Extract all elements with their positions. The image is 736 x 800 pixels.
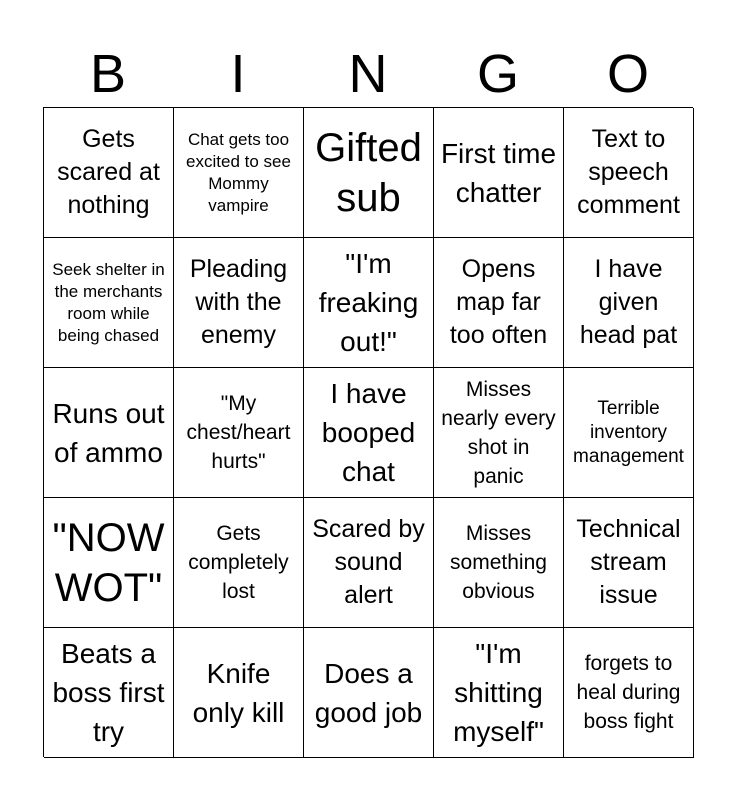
cell-text: Gifted sub [315, 125, 422, 220]
bingo-cell[interactable] [304, 628, 434, 758]
cell-text: Knife only kill [192, 657, 285, 728]
bingo-cell[interactable] [304, 108, 434, 238]
bingo-cell[interactable] [434, 498, 564, 628]
cell-text: "I'm shitting myself" [453, 638, 544, 747]
cell-text: Misses something obvious [450, 522, 547, 603]
bingo-cell[interactable] [304, 368, 434, 498]
cell-text: Technical stream issue [576, 515, 681, 609]
bingo-cell[interactable] [304, 238, 434, 368]
bingo-cell[interactable] [434, 628, 564, 758]
header-letter-g: G [476, 44, 519, 104]
cell-text: Text to speech comment [577, 125, 680, 219]
bingo-cell[interactable] [304, 498, 434, 628]
cell-text: Seek shelter in the merchants room while being chased [52, 259, 165, 345]
header-letter-b: B [89, 44, 127, 104]
bingo-cell[interactable] [564, 368, 694, 498]
bingo-cell[interactable] [434, 108, 564, 238]
header-letter-o: O [606, 44, 649, 104]
cell-text: Terrible inventory management [573, 397, 684, 467]
header-letter-n: N [348, 44, 388, 104]
bingo-cell[interactable] [564, 108, 694, 238]
bingo-cell[interactable] [434, 238, 564, 368]
bingo-board [43, 107, 693, 757]
cell-text: "My chest/heart hurts" [186, 392, 291, 473]
bingo-cell[interactable] [174, 498, 304, 628]
bingo-cell[interactable] [44, 238, 174, 368]
cell-text: Opens map far too often [449, 255, 548, 349]
bingo-cell[interactable] [174, 628, 304, 758]
cell-text: "I'm freaking out!" [318, 248, 419, 357]
cell-text: forgets to heal during boss fight [576, 652, 681, 733]
bingo-cell[interactable] [434, 368, 564, 498]
cell-text: I have booped chat [321, 378, 416, 487]
cell-text: Runs out of ammo [52, 397, 165, 468]
bingo-cell[interactable] [174, 108, 304, 238]
bingo-cell[interactable] [564, 628, 694, 758]
bingo-cell[interactable] [44, 108, 174, 238]
cell-text: Scared by sound alert [312, 515, 425, 609]
cell-text: "NOW WOT" [52, 515, 165, 610]
cell-text: Beats a boss first try [52, 638, 165, 747]
bingo-header [43, 40, 693, 108]
bingo-cell[interactable] [174, 238, 304, 368]
cell-text: First time chatter [440, 137, 557, 208]
bingo-cell[interactable] [564, 238, 694, 368]
cell-text: Gets scared at nothing [57, 125, 160, 219]
cell-text: Misses nearly every shot in panic [441, 377, 556, 488]
cell-text: Pleading with the enemy [189, 255, 288, 349]
cell-text: Does a good job [314, 657, 423, 728]
header-letter-i: I [230, 44, 246, 104]
cell-text: Chat gets too excited to see Mommy vampire [186, 129, 291, 215]
cell-text: Gets completely lost [188, 522, 289, 603]
cell-text: I have given head pat [579, 255, 678, 349]
bingo-cell[interactable] [564, 498, 694, 628]
bingo-cell[interactable] [44, 628, 174, 758]
bingo-cell[interactable] [174, 368, 304, 498]
bingo-cell[interactable] [44, 498, 174, 628]
bingo-cell[interactable] [44, 368, 174, 498]
